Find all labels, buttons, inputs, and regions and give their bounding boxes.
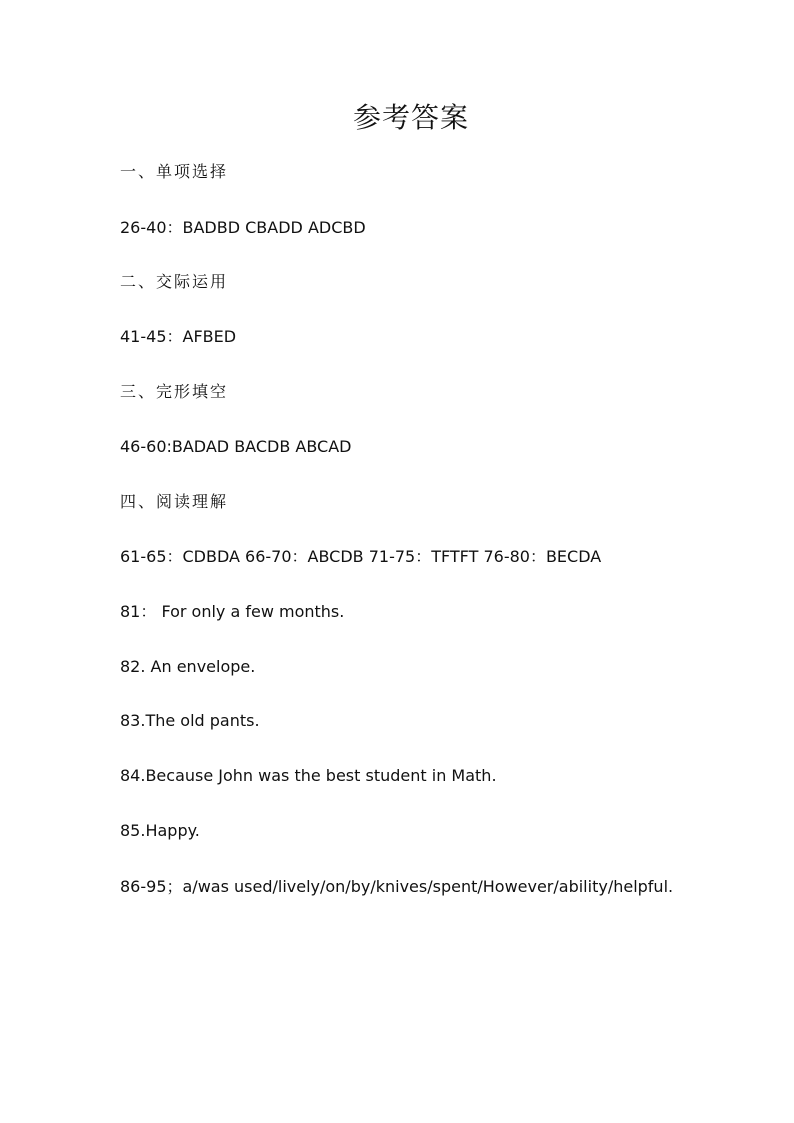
section-heading-communication: 二、交际运用 [120, 272, 229, 291]
answer-line-84: 84.Because John was the best student in Math. [120, 766, 497, 785]
answer-line-86-95: 86-95；a/was used/lively/on/by/knives/spent/However/ability/helpful. [120, 877, 674, 896]
answer-line-41-45: 41-45：AFBED [120, 327, 237, 346]
answer-line-85: 85.Happy. [120, 821, 200, 840]
answer-line-81: 81： For only a few months. [120, 602, 345, 621]
answer-line-46-60: 46-60:BADAD BACDB ABCAD [120, 437, 352, 456]
section-heading-cloze: 三、完形填空 [120, 382, 229, 401]
answer-line-83: 83.The old pants. [120, 711, 260, 730]
section-heading-reading: 四、阅读理解 [120, 492, 229, 511]
answer-line-82: 82. An envelope. [120, 657, 256, 676]
page-title: 参考答案 [352, 101, 469, 134]
section-heading-single-choice: 一、单项选择 [120, 162, 229, 181]
answer-line-26-40: 26-40：BADBD CBADD ADCBD [120, 218, 366, 237]
answer-line-61-80: 61-65：CDBDA 66-70：ABCDB 71-75：TFTFT 76-80：BECDA [120, 547, 602, 566]
